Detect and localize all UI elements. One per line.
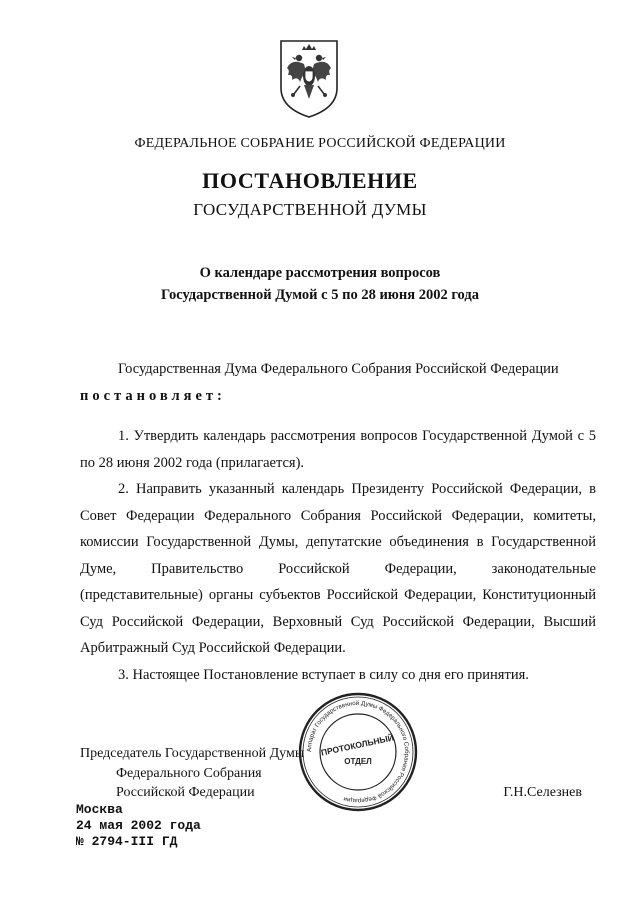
resolution-item-2: 2. Направить указанный календарь Президенту Российской Федерации, в Совет Федерации Федерального Собрания Российской Федерации, комитеты, комиссии Государственной Думы, депутатские объединения в Государственной Думе, Правительство Российской Федерации, законодательные (представительные) органы субъектов Российской Федерации, Конституционный Суд Российской Федерации, Верховный Суд Российской Федерации, Высший Арбитражный Суд Российской Федерации. [80,481,596,656]
document-footer [76,802,201,850]
subject-line-1: О календаре рассмотрения вопросов [199,265,441,281]
resolution-item-3: 3. Настоящее Постановление вступает в силу со дня его принятия. [118,666,529,683]
signatory-title-line-1: Председатель Государственной Думы [80,746,305,761]
subject-line-2: Государственной Думой с 5 по 28 июня 2002 года [161,287,479,303]
document-issuer: ГОСУДАРСТВЕННОЙ ДУМЫ [193,200,427,219]
assembly-heading: ФЕДЕРАЛЬНОЕ СОБРАНИЕ РОССИЙСКОЙ ФЕДЕРАЦИИ [134,136,506,151]
coat-of-arms-emblem [278,38,340,120]
official-stamp [296,690,420,814]
signatory-title-line-2: Федерального Собрания [116,765,262,781]
resolution-item-1: 1. Утвердить календарь рассмотрения вопросов Государственной Думой с 5 по 28 июня 2002 года (прилагается). [80,428,596,471]
footer-date: 24 мая 2002 года [76,818,201,833]
footer-number: № 2794-III ГД [76,834,178,849]
double-headed-eagle-icon [278,38,340,120]
document-subject [0,262,640,306]
footer-city: Москва [76,802,123,817]
stamp-center-line-2: ОТДЕЛ [344,757,372,766]
document-type-title: ПОСТАНОВЛЕНИЕ [202,168,418,193]
signatory-title-line-3: Российской Федерации [116,785,255,800]
preamble: Государственная Дума Федерального Собрания Российской Федерации [118,361,559,377]
stamp-ring-text: Аппарат Государственной Думы Федерального Собрания Российской Федерации [305,699,411,805]
round-seal-icon [296,690,420,814]
resolves-word: постановляет: [80,387,226,404]
document-body [80,356,596,688]
signatory-name: Г.Н.Селезнев [503,785,582,800]
stamp-center-line-1: ПРОТОКОЛЬНЫЙ [320,732,395,758]
